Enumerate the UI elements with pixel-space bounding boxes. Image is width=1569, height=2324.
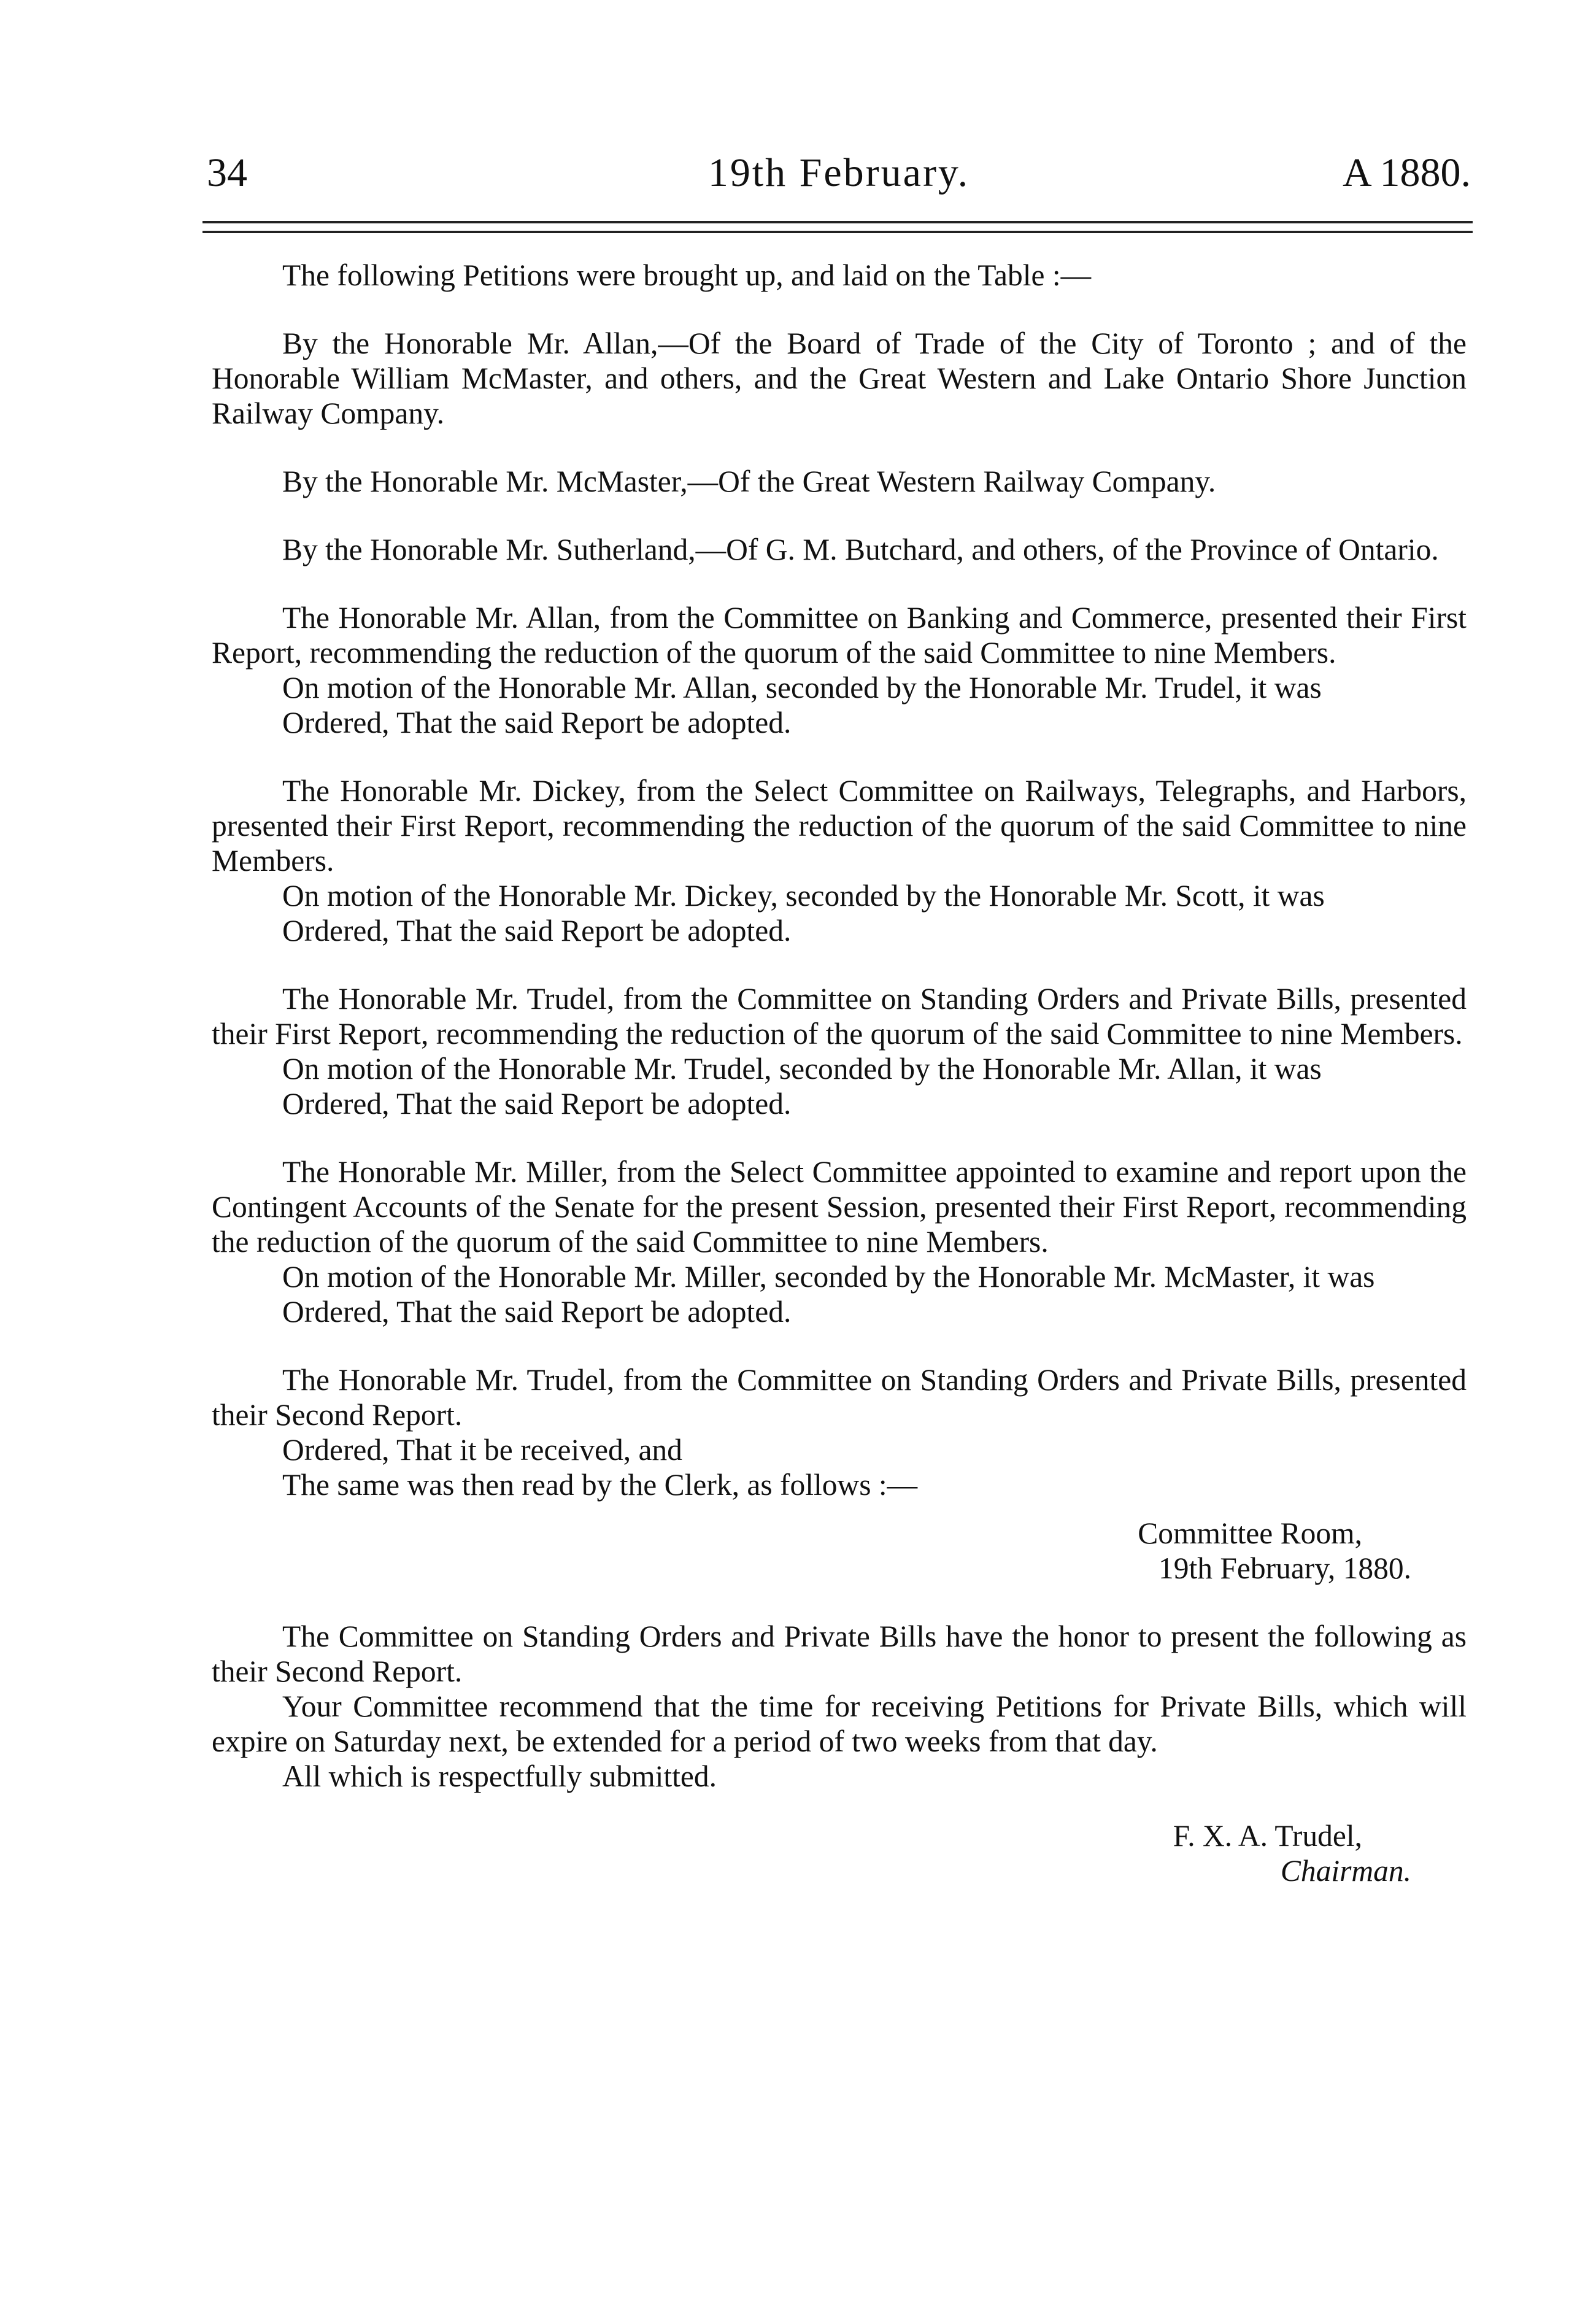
journal-paragraph: Ordered, That the said Report be adopted. [282,914,792,948]
journal-paragraph: Ordered, That the said Report be adopted. [282,1295,792,1329]
committee-room-date: 19th February, 1880. [1158,1551,1411,1585]
report-paragraph: Your Committee recommend that the time for receiving Petitions for Private Bills, which will expire on Saturday next, be extended for a period of two weeks from that day. [212,1689,1467,1758]
journal-paragraph: Ordered, That it be received, and [282,1433,682,1467]
signature-title: Chairman. [1280,1854,1411,1888]
report-text [212,1619,1467,1794]
journal-paragraph: On motion of the Honorable Mr. Dickey, seconded by the Honorable Mr. Scott, it was [282,879,1325,913]
page-header [207,142,1471,204]
journal-paragraph: On motion of the Honorable Mr. Miller, seconded by the Honorable Mr. McMaster, it was [282,1260,1375,1294]
journal-paragraph: By the Honorable Mr. Sutherland,—Of G. M. Butchard, and others, of the Province of Ontario. [282,533,1439,566]
journal-paragraphs [212,258,1467,1502]
journal-paragraph: By the Honorable Mr. McMaster,—Of the Great Western Railway Company. [282,465,1216,498]
journal-paragraph: The Honorable Mr. Allan, from the Committee on Banking and Commerce, presented their First Report, recommending the reduction of the quorum of the said Committee to nine Members. [212,601,1467,670]
journal-paragraph: The Honorable Mr. Trudel, from the Committee on Standing Orders and Private Bills, presented their First Report, recommending the reduction of the quorum of the said Committee to nine Members. [212,982,1467,1051]
header-year: A 1880. [1342,150,1471,195]
page-number: 34 [207,150,247,195]
journal-paragraph: By the Honorable Mr. Allan,—Of the Board of Trade of the City of Toronto ; and of the Honorable William McMaster, and others, and the Great Western and Lake Ontario Shore Junction Railway Company. [212,326,1467,430]
journal-paragraph: On motion of the Honorable Mr. Trudel, seconded by the Honorable Mr. Allan, it was [282,1052,1322,1086]
journal-paragraph: On motion of the Honorable Mr. Allan, seconded by the Honorable Mr. Trudel, it was [282,671,1322,705]
journal-paragraph: The Honorable Mr. Dickey, from the Select Committee on Railways, Telegraphs, and Harbors, presented their First Report, recommending the reduction of the quorum of the said Committee to nine Members. [212,774,1467,878]
signature-name: F. X. A. Trudel, [1173,1819,1362,1853]
journal-paragraph: The following Petitions were brought up, and laid on the Table :— [282,258,1092,292]
document-body [212,258,1467,1888]
report-paragraph: All which is respectfully submitted. [282,1759,717,1793]
header-rule-bottom [202,231,1473,233]
journal-paragraph: Ordered, That the said Report be adopted. [282,1087,792,1121]
journal-paragraph: The Honorable Mr. Trudel, from the Committee on Standing Orders and Private Bills, presented their Second Report. [212,1363,1467,1432]
header-rule-top [202,221,1473,223]
header-date: 19th February. [707,150,970,195]
committee-room-label: Committee Room, [1138,1516,1362,1550]
report-paragraph: The Committee on Standing Orders and Private Bills have the honor to present the following as their Second Report. [212,1619,1467,1688]
journal-paragraph: The same was then read by the Clerk, as follows :— [282,1468,918,1502]
journal-paragraph: The Honorable Mr. Miller, from the Select Committee appointed to examine and report upon the Contingent Accounts of the Senate for the present Session, presented their First Report, recommending the reduction of the quorum of the said Committee to nine Members. [212,1155,1467,1259]
journal-paragraph: Ordered, That the said Report be adopted. [282,706,792,739]
